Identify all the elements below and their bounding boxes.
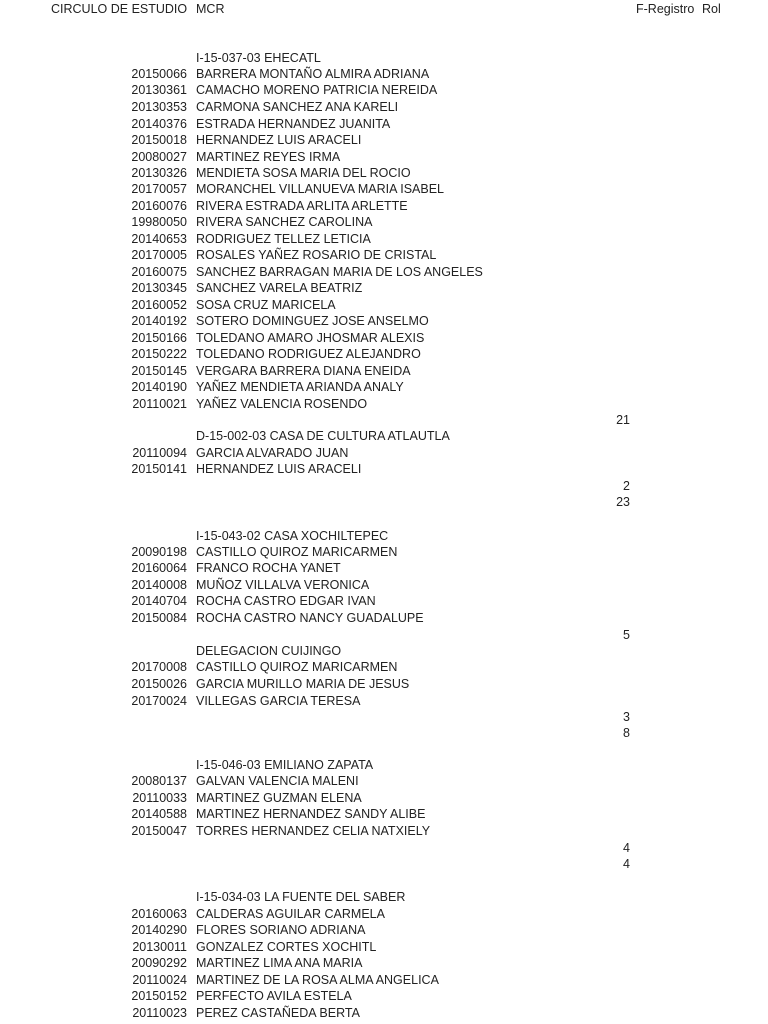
member-name: RODRIGUEZ TELLEZ LETICIA xyxy=(196,232,371,246)
member-row xyxy=(0,577,768,593)
group-count: 8 xyxy=(623,726,630,740)
member-name: SOTERO DOMINGUEZ JOSE ANSELMO xyxy=(196,314,429,328)
column-header-circulo-de-estudio: CIRCULO DE ESTUDIO xyxy=(51,2,188,16)
member-row xyxy=(0,461,768,477)
group-count: 3 xyxy=(623,710,630,724)
registration-code: 20110023 xyxy=(132,1006,187,1020)
member-name: FRANCO ROCHA YANET xyxy=(196,561,341,575)
member-row xyxy=(0,330,768,346)
member-name: TOLEDANO AMARO JHOSMAR ALEXIS xyxy=(196,331,425,345)
member-row xyxy=(0,363,768,379)
member-row xyxy=(0,659,768,675)
member-row xyxy=(0,1005,768,1021)
member-row xyxy=(0,198,768,214)
member-name: MENDIETA SOSA MARIA DEL ROCIO xyxy=(196,166,411,180)
member-name: SANCHEZ BARRAGAN MARIA DE LOS ANGELES xyxy=(196,265,483,279)
registration-code: 20150166 xyxy=(131,331,187,345)
member-name: SOSA CRUZ MARICELA xyxy=(196,298,336,312)
member-name: VILLEGAS GARCIA TERESA xyxy=(196,694,361,708)
member-name: MARTINEZ LIMA ANA MARIA xyxy=(196,956,363,970)
registration-code: 19980050 xyxy=(131,215,187,229)
group-count: 2 xyxy=(623,479,630,493)
group-title: I-15-046-03 EMILIANO ZAPATA xyxy=(196,758,374,772)
member-name: MARTINEZ GUZMAN ELENA xyxy=(196,791,362,805)
member-row xyxy=(0,806,768,822)
registration-code: 20150026 xyxy=(131,677,187,691)
member-row xyxy=(0,773,768,789)
group-count-row xyxy=(0,478,768,494)
member-name: HERNANDEZ LUIS ARACELI xyxy=(196,462,362,476)
column-header-rol: Rol xyxy=(702,2,721,16)
member-name: MARTINEZ DE LA ROSA ALMA ANGELICA xyxy=(196,973,439,987)
registration-code: 20080137 xyxy=(131,774,187,788)
registration-code: 20170024 xyxy=(131,694,187,708)
member-name: ROCHA CASTRO NANCY GUADALUPE xyxy=(196,611,424,625)
member-row xyxy=(0,988,768,1004)
registration-code: 20150047 xyxy=(131,824,187,838)
member-row xyxy=(0,593,768,609)
member-name: YAÑEZ MENDIETA ARIANDA ANALY xyxy=(196,380,404,394)
member-name: CASTILLO QUIROZ MARICARMEN xyxy=(196,545,398,559)
member-name: ROSALES YAÑEZ ROSARIO DE CRISTAL xyxy=(196,248,437,262)
registration-code: 20150084 xyxy=(131,611,187,625)
group-count: 5 xyxy=(623,628,630,642)
registration-code: 20160063 xyxy=(131,907,187,921)
registration-code: 20160076 xyxy=(131,199,187,213)
registration-code: 20150145 xyxy=(131,364,187,378)
member-row xyxy=(0,396,768,412)
registration-code: 20170005 xyxy=(131,248,187,262)
registration-code: 20090198 xyxy=(131,545,187,559)
registration-code: 20090292 xyxy=(131,956,187,970)
group-count-row xyxy=(0,709,768,725)
registration-code: 20160075 xyxy=(131,265,187,279)
group-count: 4 xyxy=(623,857,630,871)
member-row xyxy=(0,922,768,938)
member-name: CASTILLO QUIROZ MARICARMEN xyxy=(196,660,398,674)
group-title: I-15-043-02 CASA XOCHILTEPEC xyxy=(196,529,389,543)
registration-code: 20150222 xyxy=(131,347,187,361)
registration-code: 20140008 xyxy=(131,578,187,592)
registration-code: 20170057 xyxy=(131,182,187,196)
registration-code: 20140653 xyxy=(131,232,187,246)
member-name: TORRES HERNANDEZ CELIA NATXIELY xyxy=(196,824,431,838)
group-title: DELEGACION CUIJINGO xyxy=(196,644,342,658)
member-name: MARTINEZ REYES IRMA xyxy=(196,150,341,164)
group-count-row xyxy=(0,627,768,643)
member-row xyxy=(0,379,768,395)
member-name: CARMONA SANCHEZ ANA KARELI xyxy=(196,100,399,114)
member-name: PEREZ CASTAÑEDA BERTA xyxy=(196,1006,360,1020)
registration-code: 20160052 xyxy=(131,298,187,312)
member-row xyxy=(0,972,768,988)
registration-code: 20140376 xyxy=(131,117,187,131)
member-row xyxy=(0,99,768,115)
member-name: CALDERAS AGUILAR CARMELA xyxy=(196,907,385,921)
group-heading-row xyxy=(0,889,768,905)
member-row xyxy=(0,247,768,263)
registration-code: 20140704 xyxy=(131,594,187,608)
registration-code: 20130353 xyxy=(131,100,187,114)
member-row xyxy=(0,82,768,98)
registration-code: 20150066 xyxy=(131,67,187,81)
member-row xyxy=(0,560,768,576)
group-heading-row xyxy=(0,643,768,659)
member-row xyxy=(0,313,768,329)
registration-code: 20140290 xyxy=(131,923,187,937)
registration-code: 20130011 xyxy=(132,940,187,954)
registration-code: 20110033 xyxy=(132,791,187,805)
member-row xyxy=(0,939,768,955)
registration-code: 20140190 xyxy=(131,380,187,394)
registration-code: 20130361 xyxy=(131,83,187,97)
group-count-row xyxy=(0,412,768,428)
member-row xyxy=(0,544,768,560)
member-name: GALVAN VALENCIA MALENI xyxy=(196,774,359,788)
member-row xyxy=(0,149,768,165)
group-title: I-15-034-03 LA FUENTE DEL SABER xyxy=(196,890,406,904)
group-count-row xyxy=(0,840,768,856)
registration-code: 20150141 xyxy=(131,462,187,476)
registration-code: 20110024 xyxy=(132,973,187,987)
member-row xyxy=(0,280,768,296)
member-name: SANCHEZ VARELA BEATRIZ xyxy=(196,281,363,295)
group-count: 23 xyxy=(616,495,630,509)
group-count: 4 xyxy=(623,841,630,855)
group-heading-row xyxy=(0,757,768,773)
registration-code: 20170008 xyxy=(131,660,187,674)
member-row xyxy=(0,214,768,230)
registration-code: 20080027 xyxy=(131,150,187,164)
member-row xyxy=(0,346,768,362)
member-row xyxy=(0,116,768,132)
member-name: MORANCHEL VILLANUEVA MARIA ISABEL xyxy=(196,182,444,196)
registration-code: 20140588 xyxy=(131,807,187,821)
member-name: FLORES SORIANO ADRIANA xyxy=(196,923,366,937)
member-name: ESTRADA HERNANDEZ JUANITA xyxy=(196,117,391,131)
member-name: GARCIA ALVARADO JUAN xyxy=(196,446,349,460)
member-name: MARTINEZ HERNANDEZ SANDY ALIBE xyxy=(196,807,426,821)
member-name: CAMACHO MORENO PATRICIA NEREIDA xyxy=(196,83,438,97)
registration-code: 20110094 xyxy=(132,446,187,460)
member-name: RIVERA SANCHEZ CAROLINA xyxy=(196,215,373,229)
member-row xyxy=(0,790,768,806)
member-name: HERNANDEZ LUIS ARACELI xyxy=(196,133,362,147)
group-heading-row xyxy=(0,50,768,66)
member-row xyxy=(0,676,768,692)
group-count: 21 xyxy=(616,413,630,427)
member-row xyxy=(0,297,768,313)
member-row xyxy=(0,132,768,148)
member-name: VERGARA BARRERA DIANA ENEIDA xyxy=(196,364,411,378)
member-row xyxy=(0,823,768,839)
group-title: I-15-037-03 EHECATL xyxy=(196,51,321,65)
registration-code: 20160064 xyxy=(131,561,187,575)
member-row xyxy=(0,693,768,709)
member-row xyxy=(0,610,768,626)
member-row xyxy=(0,165,768,181)
column-header-f-registro: F-Registro xyxy=(636,2,695,16)
registration-code: 20130326 xyxy=(131,166,187,180)
member-name: ROCHA CASTRO EDGAR IVAN xyxy=(196,594,376,608)
registration-code: 20140192 xyxy=(131,314,187,328)
member-name: RIVERA ESTRADA ARLITA ARLETTE xyxy=(196,199,408,213)
column-header-mcr: MCR xyxy=(196,2,225,16)
member-row xyxy=(0,445,768,461)
registration-code: 20150152 xyxy=(131,989,187,1003)
member-row xyxy=(0,181,768,197)
member-name: BARRERA MONTAÑO ALMIRA ADRIANA xyxy=(196,67,430,81)
member-row xyxy=(0,906,768,922)
group-count-row xyxy=(0,494,768,510)
group-count-row xyxy=(0,856,768,872)
member-name: YAÑEZ VALENCIA ROSENDO xyxy=(196,397,368,411)
registration-code: 20150018 xyxy=(131,133,187,147)
member-name: GARCIA MURILLO MARIA DE JESUS xyxy=(196,677,410,691)
member-row xyxy=(0,66,768,82)
member-name: GONZALEZ CORTES XOCHITL xyxy=(196,940,377,954)
group-count-row xyxy=(0,725,768,741)
registration-code: 20130345 xyxy=(131,281,187,295)
member-name: TOLEDANO RODRIGUEZ ALEJANDRO xyxy=(196,347,421,361)
member-name: MUÑOZ VILLALVA VERONICA xyxy=(196,578,370,592)
registration-code: 20110021 xyxy=(132,397,187,411)
group-title: D-15-002-03 CASA DE CULTURA ATLAUTLA xyxy=(196,429,450,443)
member-row xyxy=(0,264,768,280)
member-name: PERFECTO AVILA ESTELA xyxy=(196,989,352,1003)
member-row xyxy=(0,955,768,971)
group-heading-row xyxy=(0,528,768,544)
member-row xyxy=(0,231,768,247)
group-heading-row xyxy=(0,428,768,444)
